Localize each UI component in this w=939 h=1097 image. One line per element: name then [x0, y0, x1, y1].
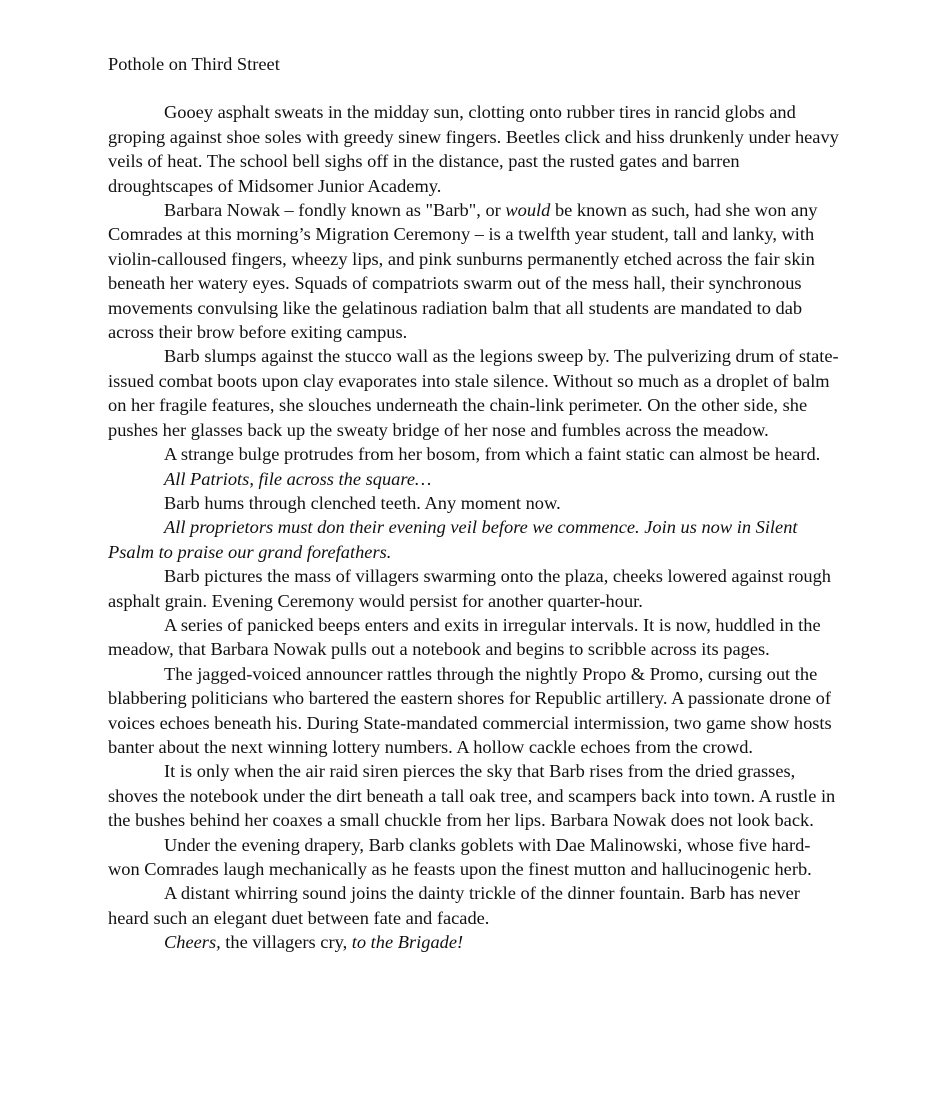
broadcast-line-1: All Patriots, file across the square… — [164, 468, 432, 489]
brigade-emphasis: to the Brigade! — [351, 932, 464, 953]
paragraph-2 — [108, 198, 839, 344]
paragraph-3: Barb slumps against the stucco wall as the legions sweep by. The pulverizing drum of state-issued combat boots upon clay evaporates into stale silence. Without so much as a droplet of balm on her fragile features, she slouches underneath the chain-link perimeter. On the other side, she pushes her glasses back up the sweaty bridge of her nose and fumbles across the meadow. — [108, 346, 839, 440]
paragraph-12: Under the evening drapery, Barb clanks goblets with Dae Malinowski, whose five hard-won Comrades laugh mechanically as he feasts upon the finest mutton and hallucinogenic herb. — [108, 834, 812, 879]
paragraph-11: It is only when the air raid siren pierces the sky that Barb rises from the dried grasses, shoves the notebook under the dirt beneath a tall oak tree, and scampers back into town. A rustle in the bushes behind her coaxes a small chuckle from her lips. Barbara Nowak does not look back. — [108, 761, 836, 831]
paragraph-8: Barb pictures the mass of villagers swarming onto the plaza, cheeks lowered against rough asphalt grain. Evening Ceremony would persist for another quarter-hour. — [108, 566, 831, 611]
paragraph-5 — [108, 467, 839, 491]
paragraph-14-middle: the villagers cry, — [220, 932, 352, 953]
paragraph-2-end: be known as such, had she won any Comrades at this morning’s Migration Ceremony – is a twelfth year student, tall and lanky, with violin-calloused fingers, wheezy lips, and pink sunburns permanently etched across the fair skin beneath her watery eyes. Squads of compatriots swarm out of the mess hall, their synchronous movements convulsing like the gelatinous radiation balm that all students are mandated to dab across their brow before exiting campus. — [108, 200, 818, 343]
paragraph-7 — [108, 515, 839, 564]
paragraph-4: A strange bulge protrudes from her bosom, from which a faint static can almost be heard. — [164, 444, 821, 465]
document-title: Pothole on Third Street — [108, 54, 280, 74]
paragraph-14 — [108, 930, 839, 954]
broadcast-line-2: All proprietors must don their evening veil before we commence. Join us now in Silent Psalm to praise our grand forefathers. — [108, 517, 798, 562]
paragraph-10: The jagged-voiced announcer rattles through the nightly Propo & Promo, cursing out the blabbering politicians who bartered the eastern shores for Republic artillery. A passionate drone of voices echoes beneath his. During State-mandated commercial intermission, two game show hosts banter about the next winning lottery numbers. A hollow cackle echoes from the crowd. — [108, 663, 832, 757]
cheers-emphasis: Cheers, — [164, 932, 221, 953]
paragraph-1: Gooey asphalt sweats in the midday sun, clotting onto rubber tires in rancid globs and groping against shoe soles with greedy sinew fingers. Beetles click and hiss drunkenly under heavy veils of heat. The school bell sighs off in the distance, past the rusted gates and barren droughtscapes of Midsomer Junior Academy. — [108, 102, 839, 196]
paragraph-6: Barb hums through clenched teeth. Any moment now. — [164, 492, 561, 513]
paragraph-2-start: Barbara Nowak – fondly known as "Barb", or — [164, 200, 506, 221]
paragraph-13: A distant whirring sound joins the dainty trickle of the dinner fountain. Barb has never heard such an elegant duet between fate and facade. — [108, 883, 800, 928]
paragraph-9: A series of panicked beeps enters and exits in irregular intervals. It is now, huddled in the meadow, that Barbara Nowak pulls out a notebook and begins to scribble across its pages. — [108, 614, 821, 660]
paragraph-2-emphasis: would — [505, 200, 551, 221]
